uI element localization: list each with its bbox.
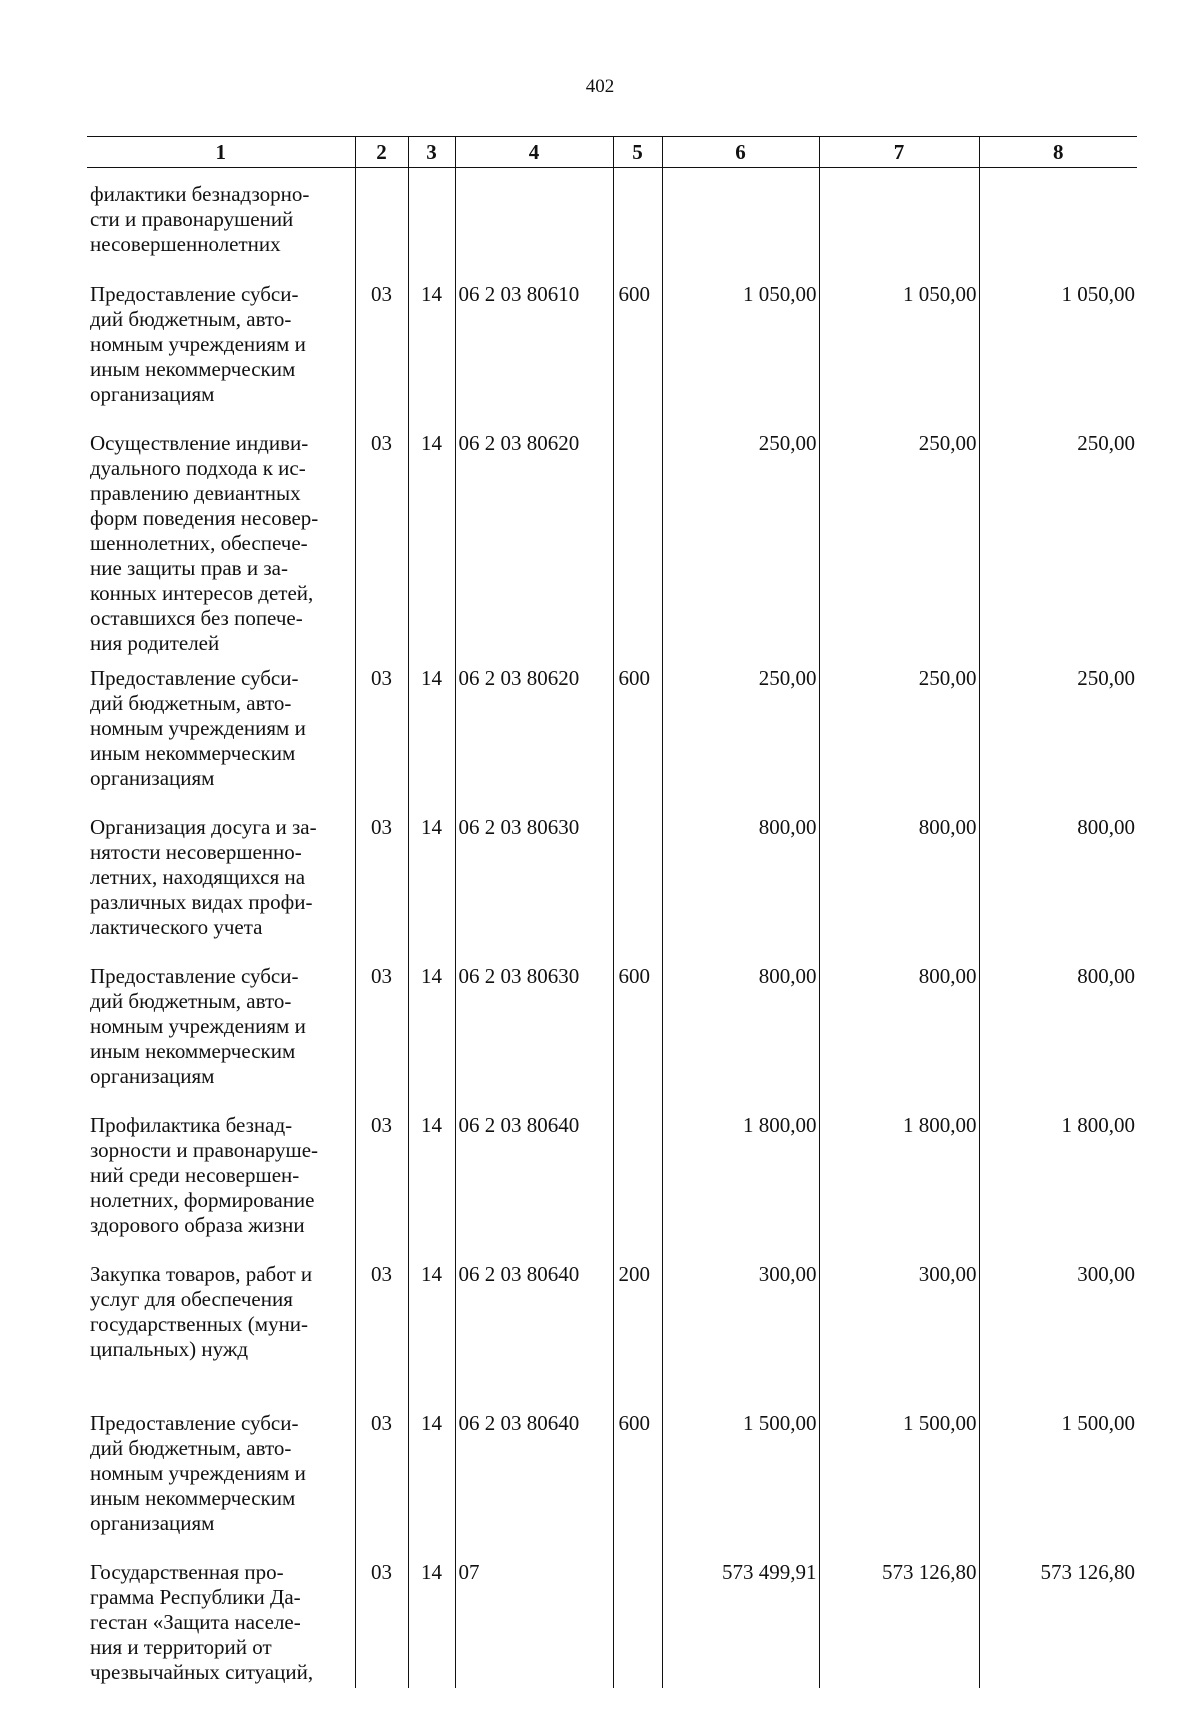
- table-row: [87, 421, 1137, 656]
- row-name-cell: Организация досуга и за- нятости несовершенно- летних, находящихся на различных видах профи- лактического учета: [90, 815, 317, 939]
- table-row: [87, 1550, 1137, 1688]
- target-article-cell: 06 2 03 80640: [455, 1252, 613, 1401]
- column-header: 5: [613, 137, 662, 168]
- subsection-code-cell: 14: [408, 805, 455, 954]
- amount-col8-cell: 1 800,00: [979, 1103, 1137, 1252]
- amount-col8-cell: 300,00: [979, 1252, 1137, 1401]
- target-article-cell: 06 2 03 80630: [455, 805, 613, 954]
- amount-col6-cell: 800,00: [662, 805, 819, 954]
- row-name-cell: филактики безнадзорно- сти и правонарушений несовершеннолетних: [90, 182, 310, 256]
- table-row: [87, 272, 1137, 421]
- table-row: [87, 805, 1137, 954]
- column-header: 4: [455, 137, 613, 168]
- target-article-cell: 06 2 03 80610: [455, 272, 613, 421]
- amount-col8-cell: 250,00: [979, 656, 1137, 805]
- amount-col7-cell: 300,00: [819, 1252, 979, 1401]
- amount-col6-cell: 250,00: [662, 421, 819, 656]
- amount-col8-cell: 1 050,00: [979, 272, 1137, 421]
- expense-type-cell: [613, 1550, 662, 1688]
- amount-col8-cell: [979, 168, 1137, 273]
- amount-col6-cell: 1 050,00: [662, 272, 819, 421]
- target-article-cell: 06 2 03 80630: [455, 954, 613, 1103]
- expense-type-cell: 200: [613, 1252, 662, 1401]
- column-header: 6: [662, 137, 819, 168]
- row-name-cell: Профилактика безнад- зорности и правонаруше- ний среди несовершен- нолетних, формирование здорового образа жизни: [90, 1113, 319, 1237]
- column-header: 3: [408, 137, 455, 168]
- table-row: [87, 1252, 1137, 1401]
- amount-col7-cell: 1 800,00: [819, 1103, 979, 1252]
- row-name-cell: Предоставление субси- дий бюджетным, авто- номным учреждениям и иным некоммерческим организациям: [90, 282, 306, 406]
- column-header: 8: [979, 137, 1137, 168]
- subsection-code-cell: 14: [408, 1401, 455, 1550]
- target-article-cell: 07: [455, 1550, 613, 1688]
- row-name-cell: Осуществление индиви- дуального подхода к ис- правлению девиантных форм поведения несовер- шеннолетних, обеспече- ние защиты прав и за- конных интересов детей, оставшихся без попече- ния родителей: [90, 431, 319, 655]
- row-name-cell: Государственная про- грамма Республики Да- гестан «Защита населе- ния и территорий от чрезвычайных ситуаций,: [90, 1560, 314, 1684]
- subsection-code-cell: [408, 168, 455, 273]
- amount-col8-cell: 1 500,00: [979, 1401, 1137, 1550]
- amount-col7-cell: [819, 168, 979, 273]
- subsection-code-cell: 14: [408, 421, 455, 656]
- section-code-cell: 03: [355, 1103, 408, 1252]
- amount-col6-cell: 800,00: [662, 954, 819, 1103]
- expense-type-cell: [613, 1103, 662, 1252]
- section-code-cell: 03: [355, 954, 408, 1103]
- subsection-code-cell: 14: [408, 1252, 455, 1401]
- section-code-cell: 03: [355, 1252, 408, 1401]
- section-code-cell: 03: [355, 272, 408, 421]
- subsection-code-cell: 14: [408, 272, 455, 421]
- budget-table: [87, 136, 1137, 1688]
- section-code-cell: 03: [355, 421, 408, 656]
- expense-type-cell: 600: [613, 272, 662, 421]
- column-header: 1: [87, 137, 355, 168]
- amount-col7-cell: 800,00: [819, 805, 979, 954]
- section-code-cell: 03: [355, 805, 408, 954]
- table-row: [87, 168, 1137, 273]
- amount-col8-cell: 573 126,80: [979, 1550, 1137, 1688]
- row-name-cell: Предоставление субси- дий бюджетным, авто- номным учреждениям и иным некоммерческим организациям: [90, 666, 306, 790]
- section-code-cell: 03: [355, 656, 408, 805]
- amount-col6-cell: 573 499,91: [662, 1550, 819, 1688]
- amount-col7-cell: 250,00: [819, 421, 979, 656]
- amount-col8-cell: 250,00: [979, 421, 1137, 656]
- target-article-cell: 06 2 03 80640: [455, 1401, 613, 1550]
- amount-col7-cell: 1 500,00: [819, 1401, 979, 1550]
- amount-col6-cell: 300,00: [662, 1252, 819, 1401]
- expense-type-cell: 600: [613, 1401, 662, 1550]
- amount-col8-cell: 800,00: [979, 805, 1137, 954]
- table-row: [87, 1103, 1137, 1252]
- amount-col8-cell: 800,00: [979, 954, 1137, 1103]
- target-article-cell: 06 2 03 80620: [455, 656, 613, 805]
- target-article-cell: [455, 168, 613, 273]
- subsection-code-cell: 14: [408, 1550, 455, 1688]
- subsection-code-cell: 14: [408, 954, 455, 1103]
- section-code-cell: 03: [355, 1401, 408, 1550]
- amount-col6-cell: 250,00: [662, 656, 819, 805]
- expense-type-cell: 600: [613, 656, 662, 805]
- row-name-cell: Предоставление субси- дий бюджетным, авто- номным учреждениям и иным некоммерческим организациям: [90, 1411, 306, 1535]
- amount-col7-cell: 573 126,80: [819, 1550, 979, 1688]
- expense-type-cell: [613, 421, 662, 656]
- row-name-cell: Закупка товаров, работ и услуг для обеспечения государственных (муни- ципальных) нужд: [90, 1262, 313, 1361]
- subsection-code-cell: 14: [408, 1103, 455, 1252]
- target-article-cell: 06 2 03 80640: [455, 1103, 613, 1252]
- section-code-cell: 03: [355, 1550, 408, 1688]
- column-header: 7: [819, 137, 979, 168]
- table-header-row: [87, 137, 1137, 168]
- expense-type-cell: 600: [613, 954, 662, 1103]
- page-number: 402: [585, 76, 615, 97]
- table-row: [87, 656, 1137, 805]
- amount-col6-cell: [662, 168, 819, 273]
- amount-col6-cell: 1 800,00: [662, 1103, 819, 1252]
- subsection-code-cell: 14: [408, 656, 455, 805]
- table-row: [87, 954, 1137, 1103]
- table-row: [87, 1401, 1137, 1550]
- amount-col7-cell: 1 050,00: [819, 272, 979, 421]
- section-code-cell: [355, 168, 408, 273]
- column-header: 2: [355, 137, 408, 168]
- target-article-cell: 06 2 03 80620: [455, 421, 613, 656]
- amount-col7-cell: 800,00: [819, 954, 979, 1103]
- amount-col7-cell: 250,00: [819, 656, 979, 805]
- expense-type-cell: [613, 168, 662, 273]
- expense-type-cell: [613, 805, 662, 954]
- amount-col6-cell: 1 500,00: [662, 1401, 819, 1550]
- row-name-cell: Предоставление субси- дий бюджетным, авто- номным учреждениям и иным некоммерческим организациям: [90, 964, 306, 1088]
